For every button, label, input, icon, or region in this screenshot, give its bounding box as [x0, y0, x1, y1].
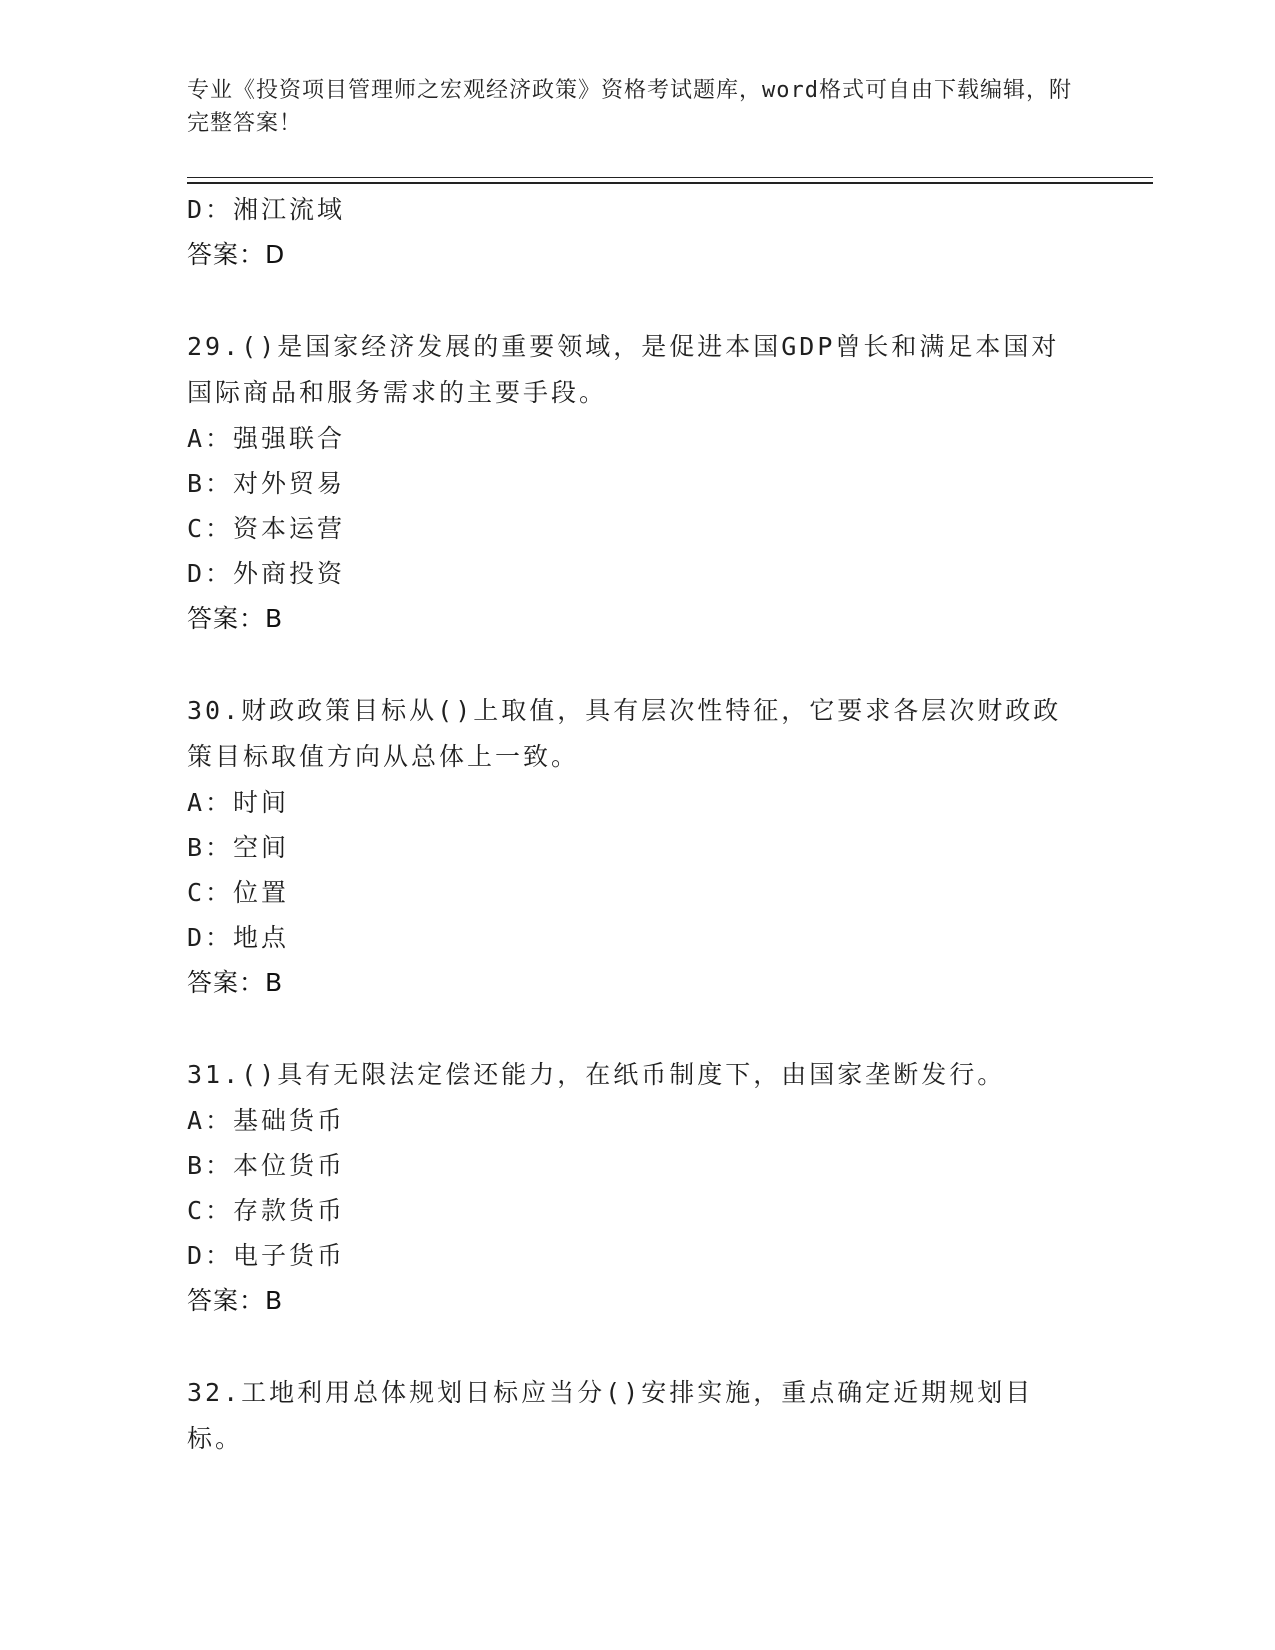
option-d: D：地点 [187, 923, 290, 952]
option-b: B：对外贸易 [187, 469, 346, 498]
option-b: B：本位货币 [187, 1151, 346, 1180]
question-29 [187, 324, 1087, 641]
question-stem: 31.()具有无限法定偿还能力，在纸币制度下，由国家垄断发行。 [187, 1060, 1006, 1089]
answer: 答案：D [187, 240, 286, 269]
option-d: D：电子货币 [187, 1241, 346, 1270]
answer: 答案：B [187, 604, 284, 633]
option-c: C：资本运营 [187, 514, 346, 543]
option-a: A：强强联合 [187, 424, 346, 453]
question-stem: 32.工地利用总体规划日标应当分()安排实施，重点确定近期规划目标。 [187, 1378, 1034, 1453]
question-stem: 30.财政政策目标从()上取值，具有层次性特征，它要求各层次财政政策目标取值方向从总体上一致。 [187, 696, 1062, 771]
option-c: C：位置 [187, 878, 290, 907]
option-a: A：时间 [187, 788, 290, 817]
document-header: 专业《投资项目管理师之宏观经济政策》资格考试题库，word格式可自由下载编辑，附完整答案！ [187, 78, 1072, 136]
header-divider-thin [187, 177, 1153, 178]
option-a: A：基础货币 [187, 1106, 346, 1135]
question-list [187, 187, 1087, 1462]
option-d: D：外商投资 [187, 559, 346, 588]
option-b: B：空间 [187, 833, 290, 862]
question-30 [187, 688, 1087, 1005]
option-c: C：存款货币 [187, 1196, 346, 1225]
question-32 [187, 1370, 1087, 1462]
answer: 答案：B [187, 968, 284, 997]
question-stem: 29.()是国家经济发展的重要领域，是促进本国GDP曾长和满足本国对国际商品和服务需求的主要手段。 [187, 332, 1060, 407]
option-d: D：湘江流域 [187, 195, 346, 224]
answer: 答案：B [187, 1286, 284, 1315]
question-31 [187, 1052, 1087, 1323]
header-divider-thick [187, 182, 1153, 184]
